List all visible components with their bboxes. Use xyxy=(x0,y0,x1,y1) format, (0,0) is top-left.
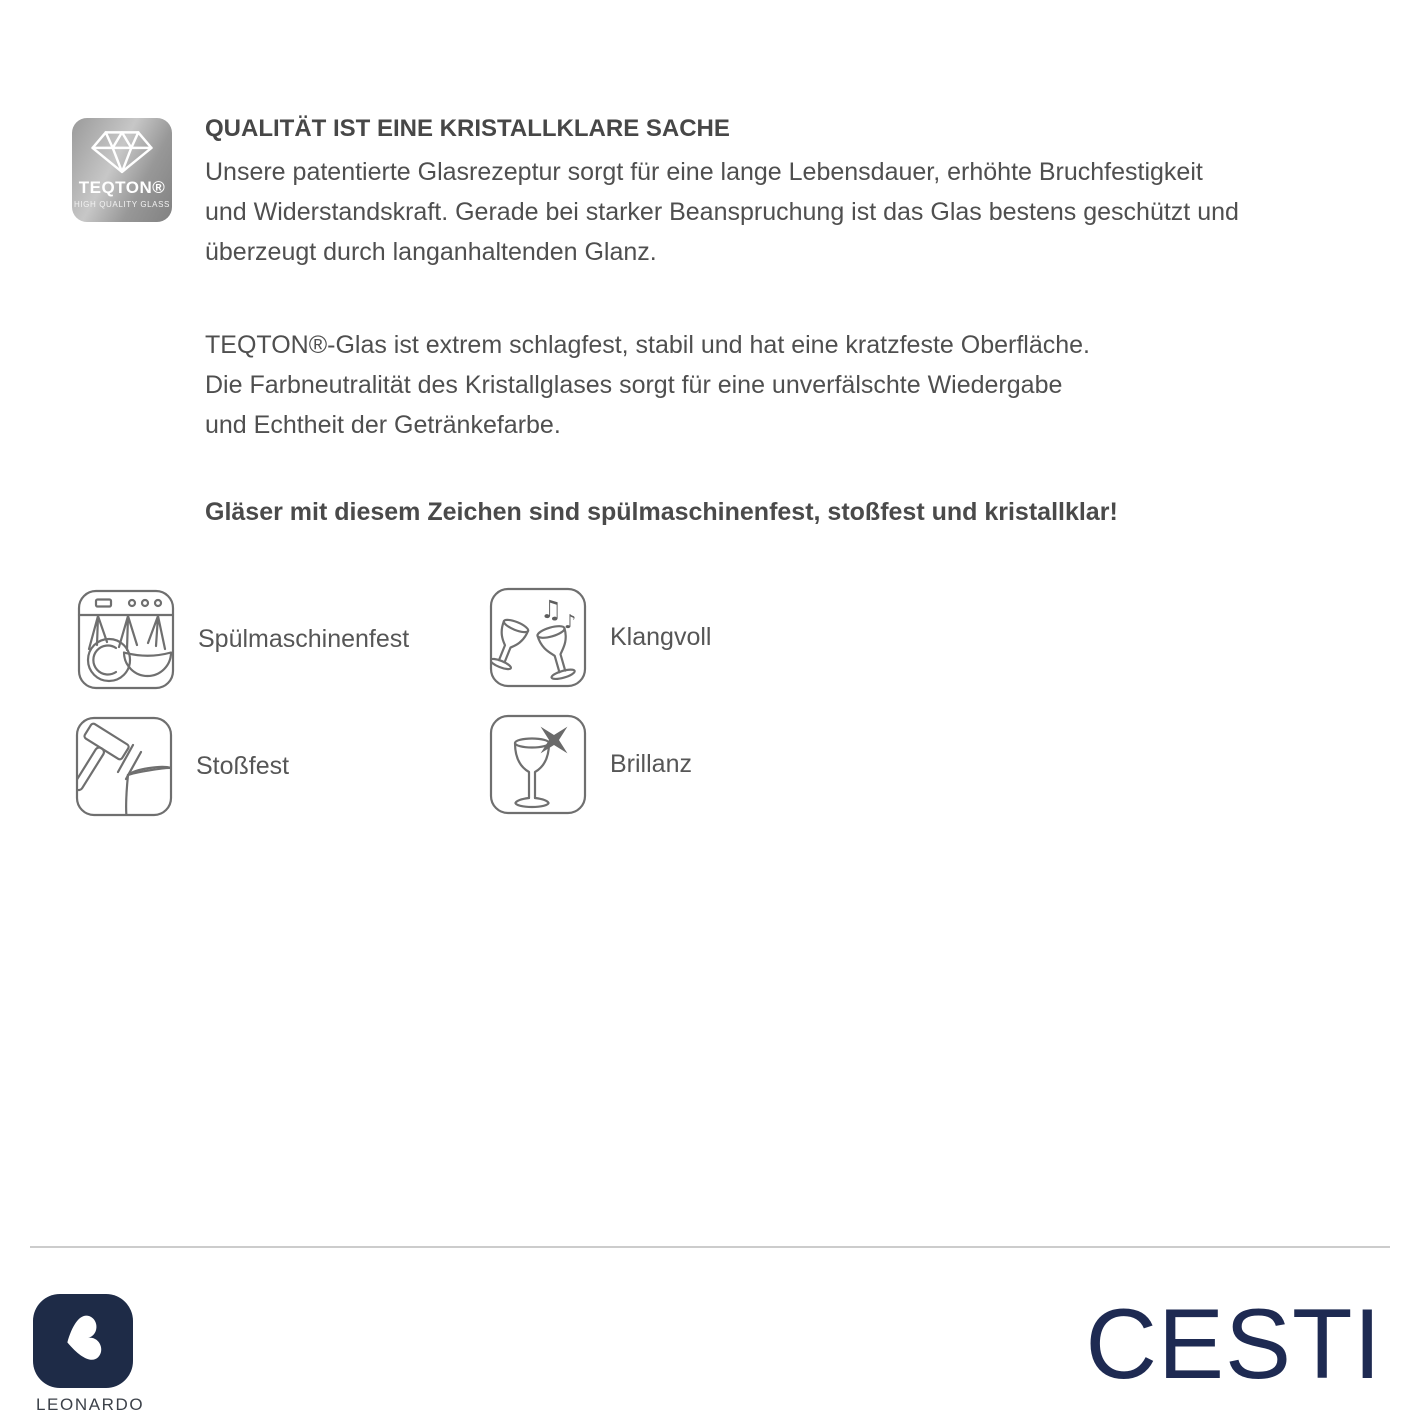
product-name: CESTI xyxy=(1085,1288,1382,1399)
clinking-glasses-icon xyxy=(488,586,588,689)
sparkle-icon xyxy=(527,713,581,767)
paragraph-line: und Echtheit der Getränkefarbe. xyxy=(205,411,561,439)
feature-brilliance xyxy=(488,713,692,816)
music-notes-icon: ♫ xyxy=(540,595,563,624)
teqton-badge-subtitle: HIGH QUALITY GLASS xyxy=(73,200,170,209)
paragraph-2 xyxy=(205,325,1365,445)
teqton-badge-title: TEQTON® xyxy=(78,178,166,197)
paragraph-line: Die Farbneutralität des Kristallglases sorgt für eine unverfälschte Wiedergabe xyxy=(205,371,1063,399)
feature-label: Brillanz xyxy=(610,750,692,778)
leonardo-logo-icon xyxy=(33,1294,133,1388)
hammer-impact-icon xyxy=(74,715,174,818)
feature-sound xyxy=(488,586,711,689)
highlight-sentence: Gläser mit diesem Zeichen sind spülmaschinenfest, stoßfest und kristallklar! xyxy=(205,498,1118,526)
brand-block xyxy=(33,1294,143,1415)
feature-dishwasher-safe xyxy=(76,588,409,691)
spacer xyxy=(205,445,1365,492)
paragraph-line: überzeugt durch langanhaltenden Glanz. xyxy=(205,238,657,266)
feature-label: Stoßfest xyxy=(196,752,290,780)
spacer xyxy=(205,272,1365,319)
sparkling-glass-icon xyxy=(488,713,588,816)
paragraph-line: und Widerstandskraft. Gerade bei starker Beanspruchung ist das Glas bestens geschützt und xyxy=(205,198,1239,226)
brand-wordmark: LEONARDO xyxy=(36,1395,145,1414)
paragraph-line: TEQTON®-Glas ist extrem schlagfest, stabil und hat eine kratzfeste Oberfläche. xyxy=(205,331,1090,359)
music-note-icon: ♪ xyxy=(564,611,577,633)
teqton-quality-badge xyxy=(72,118,172,222)
description-block xyxy=(205,112,1365,532)
diamond-icon xyxy=(82,127,162,175)
dishwasher-safe-icon xyxy=(76,588,176,691)
paragraph-1 xyxy=(205,152,1365,272)
section-heading: QUALITÄT IST EINE KRISTALLKLARE SACHE xyxy=(205,115,730,142)
paragraph-line: Unsere patentierte Glasrezeptur sorgt für eine lange Lebensdauer, erhöhte Bruchfestigkeit xyxy=(205,158,1203,186)
feature-label: Klangvoll xyxy=(610,623,712,651)
footer-divider xyxy=(30,1246,1390,1248)
feature-label: Spülmaschinenfest xyxy=(198,625,410,653)
feature-impact-resistant xyxy=(74,715,289,818)
